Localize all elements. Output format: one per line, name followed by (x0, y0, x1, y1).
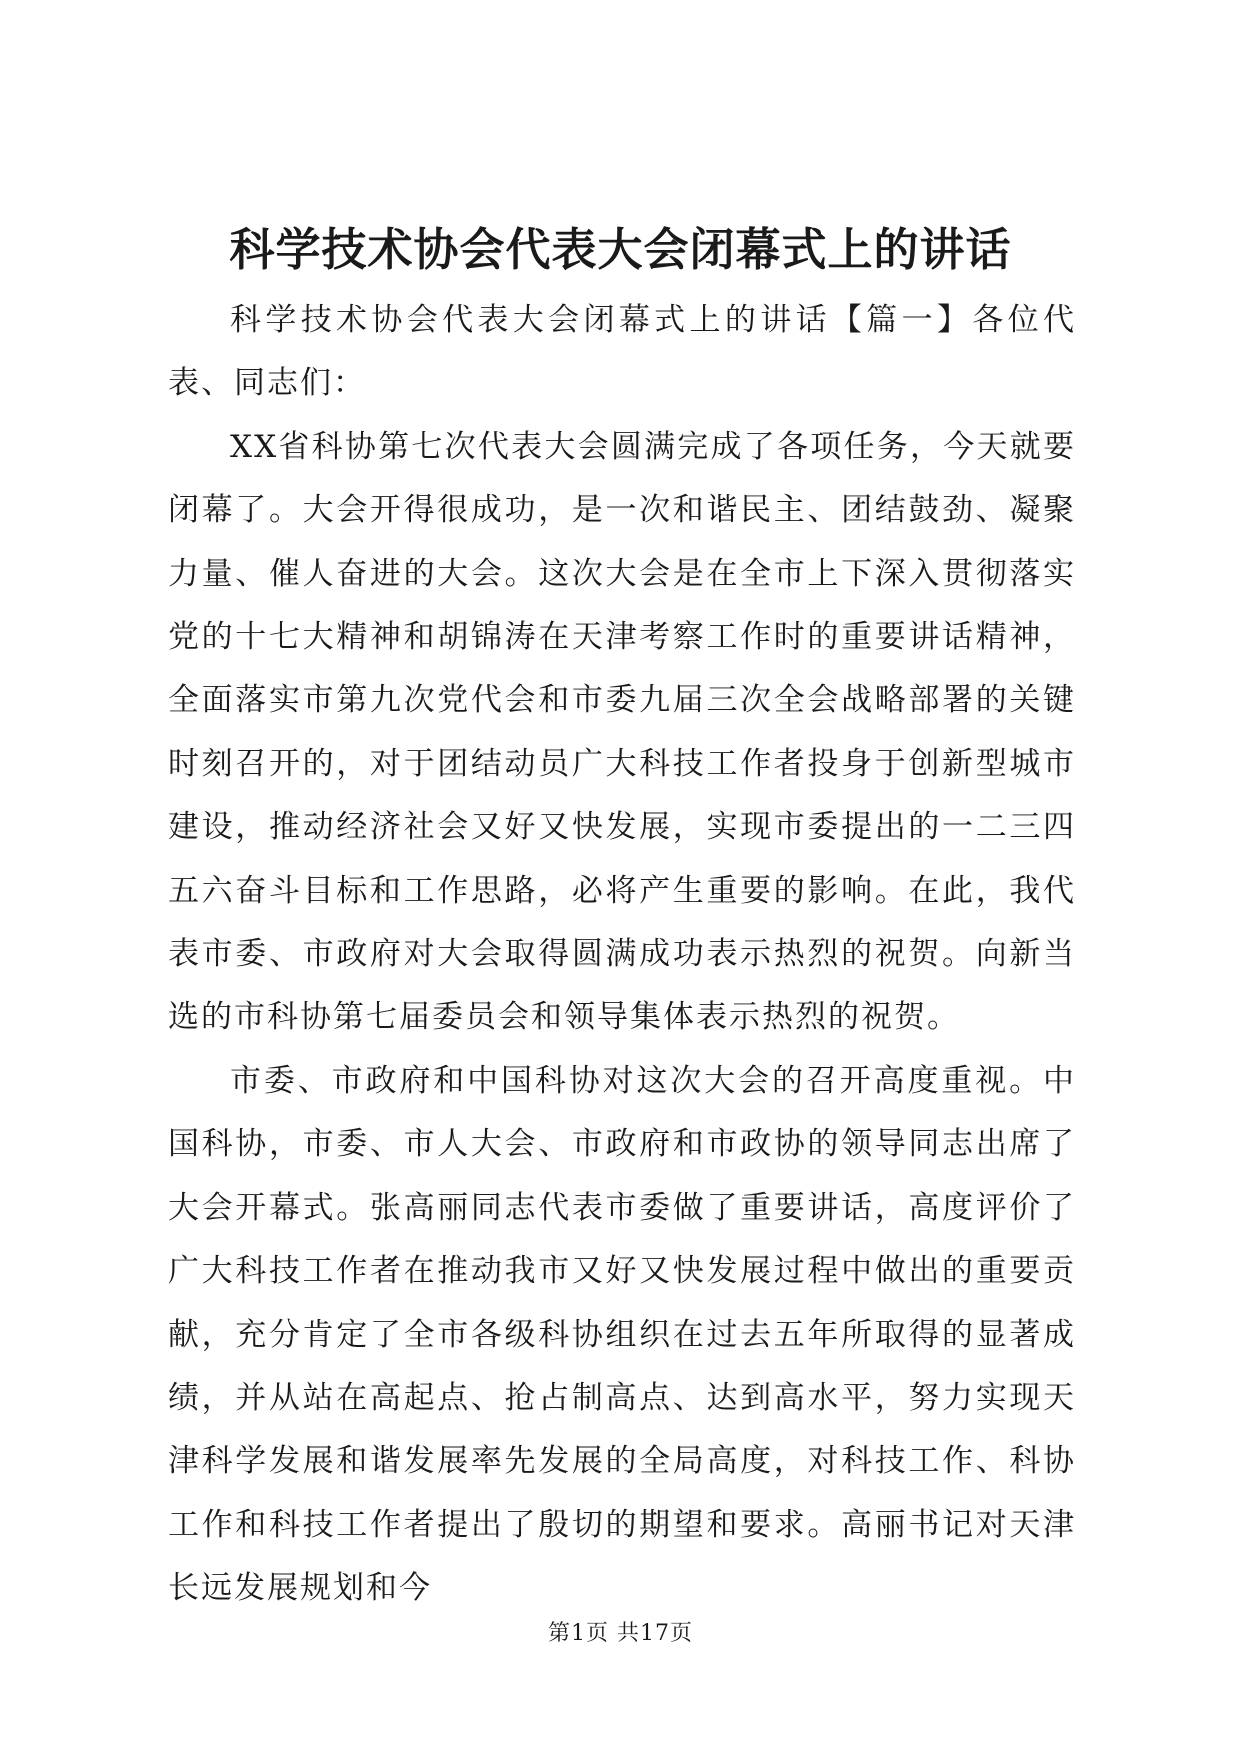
paragraph-2: XX省科协第七次代表大会圆满完成了各项任务，今天就要闭幕了。大会开得很成功，是一次和谐民主、团结鼓劲、凝聚力量、催人奋进的大会。这次大会是在全市上下深入贯彻落实党的十七大精神和胡锦涛在天津考察工作时的重要讲话精神，全面落实市第九次党代会和市委九届三次全会战略部署的关键时刻召开的，对于团结动员广大科技工作者投身于创新型城市建设，推动经济社会又好又快发展，实现市委提出的一二三四五六奋斗目标和工作思路，必将产生重要的影响。在此，我代表市委、市政府对大会取得圆满成功表示热烈的祝贺。向新当选的市科协第七届委员会和领导集体表示热烈的祝贺。 (168, 428, 1076, 1036)
paragraph-3: 市委、市政府和中国科协对这次大会的召开高度重视。中国科协，市委、市人大会、市政府和市政协的领导同志出席了大会开幕式。张高丽同志代表市委做了重要讲话，高度评价了广大科技工作者在推动我市又好又快发展过程中做出的重要贡献，充分肯定了全市各级科协组织在过去五年所取得的显著成绩，并从站在高起点、抢占制高点、达到高水平，努力实现天津科学发展和谐发展率先发展的全局高度，对科技工作、科协工作和科技工作者提出了殷切的期望和要求。高丽书记对天津长远发展规划和今 (168, 1062, 1076, 1607)
document-title: 科学技术协会代表大会闭幕式上的讲话 (229, 223, 1012, 276)
page-number-footer: 第1页 共17页 (548, 1621, 693, 1646)
document-body (168, 289, 1076, 1621)
paragraph-1: 科学技术协会代表大会闭幕式上的讲话【篇一】各位代表、同志们： (168, 302, 1076, 402)
